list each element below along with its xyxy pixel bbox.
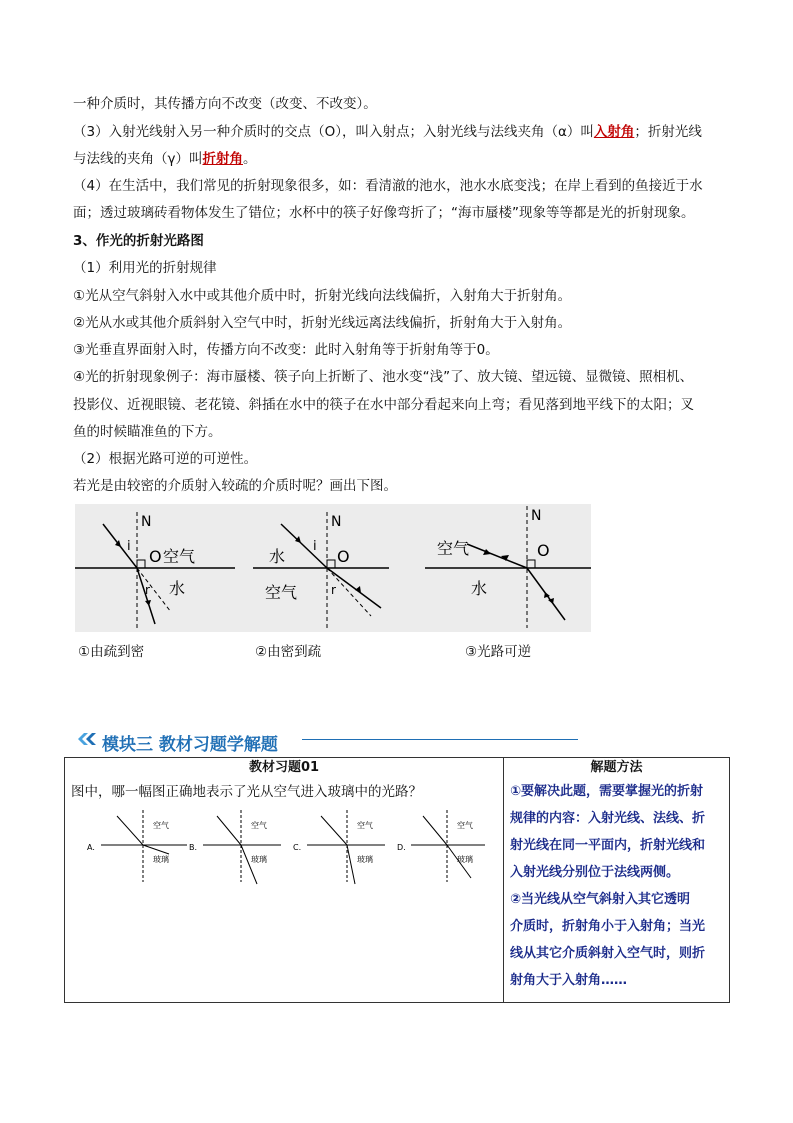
svg-text:D.: D. [397, 843, 406, 852]
text-line: 与法线的夹角（γ）叫折射角。 [73, 151, 257, 167]
option-d [397, 810, 485, 882]
svg-text:空气: 空气 [153, 821, 169, 830]
text-line: （2）根据光路可逆的可逆性。 [73, 451, 258, 467]
text-line: ③光垂直界面射入时，传播方向不改变：此时入射角等于折射角等于0。 [73, 342, 499, 358]
term-incidence-angle: 入射角 [593, 124, 635, 140]
exercise-title: 教材习题01 [248, 760, 320, 775]
text-line: ②光从水或其他介质斜射入空气中时，折射光线远离法线偏折，折射角大于入射角。 [73, 315, 572, 331]
module-header [78, 728, 578, 755]
svg-text:N: N [331, 514, 342, 530]
svg-text:空气: 空气 [357, 821, 373, 830]
exercise-cell [65, 758, 504, 1003]
label-i: i [127, 539, 131, 554]
method-text: ①要解决此题，需要掌握光的折射 规律的内容：入射光线、法线、折 射光线在同一平面内，折射光线和 入射光线分别位于法线两侧。 ②当光线从空气斜射入其它透明 介质时，折射角小于入射角；当光 线从其它介质斜射入空气时，则折 射角大于入射角…… [510, 784, 706, 988]
svg-text:i: i [313, 539, 317, 554]
text-line: ①光从空气斜射入水中或其他介质中时，折射光线向法线偏折，入射角大于折射角。 [73, 288, 572, 304]
module-title: 模块三 教材习题学解题 [102, 735, 278, 755]
svg-text:空气: 空气 [265, 583, 298, 602]
svg-text:N: N [531, 508, 542, 524]
refraction-diagrams [75, 504, 591, 632]
label-air: 空气 [163, 547, 196, 566]
text-line: 面；透过玻璃砖看物体发生了错位；水杯中的筷子好像弯折了；“海市蜃楼”现象等等都是光的折射现象。 [73, 205, 695, 221]
text-line: 一种介质时，其传播方向不改变（改变、不改变）。 [73, 96, 377, 112]
method-cell [504, 758, 730, 1003]
text-line: 若光是由较密的介质射入较疏的介质时呢？画出下图。 [73, 478, 397, 494]
method-title: 解题方法 [590, 760, 643, 775]
svg-text:玻璃: 玻璃 [357, 855, 373, 864]
svg-text:B.: B. [189, 843, 198, 852]
exercise-question: 图中，哪一幅图正确地表示了光从空气进入玻璃中的光路？ [71, 784, 422, 800]
text-line: （4）在生活中，我们常见的折射现象很多，如：看清澈的池水，池水水底变浅；在岸上看到的鱼接近于水 [73, 178, 703, 194]
svg-text:A.: A. [87, 843, 95, 852]
svg-text:水: 水 [471, 579, 488, 598]
option-c [293, 810, 385, 884]
svg-text:C.: C. [293, 843, 302, 852]
svg-text:r: r [331, 583, 336, 597]
svg-text:玻璃: 玻璃 [251, 855, 267, 864]
svg-text:玻璃: 玻璃 [153, 855, 169, 864]
section-heading: 3、作光的折射光路图 [73, 233, 204, 249]
label-water: 水 [169, 579, 186, 598]
diagram-reversible-path [425, 506, 591, 628]
svg-text:空气: 空气 [457, 821, 473, 830]
text-line: ④光的折射现象例子：海市蜃楼、筷子向上折断了、池水变“浅”了、放大镜、望远镜、显微镜、照相机、 [73, 369, 694, 385]
label-n: N [141, 514, 152, 530]
svg-text:空气: 空气 [251, 821, 267, 830]
diagram-dense-to-sparse [253, 512, 389, 628]
svg-text:水: 水 [269, 547, 286, 566]
option-b [189, 810, 281, 884]
text-line: （3）入射光线射入另一种介质时的交点（O），叫入射点；入射光线与法线夹角（α）叫入射角；折射光线 [73, 124, 702, 140]
text-line: （1）利用光的折射规律 [73, 260, 217, 276]
caption-2: ②由密到疏 [255, 644, 322, 660]
module-rule [302, 739, 578, 740]
double-chevron-icon [78, 732, 98, 746]
caption-3: ③光路可逆 [465, 644, 532, 660]
svg-text:O: O [537, 541, 550, 560]
label-r: r [145, 583, 150, 597]
diagram-sparse-to-dense [75, 512, 235, 628]
exercise-table [64, 757, 730, 1003]
caption-1: ①由疏到密 [78, 644, 145, 660]
option-a [87, 810, 187, 882]
options-figure [71, 802, 501, 892]
svg-text:玻璃: 玻璃 [457, 855, 473, 864]
text-line: 鱼的时候瞄准鱼的下方。 [73, 424, 222, 440]
term-refraction-angle: 折射角 [202, 151, 243, 167]
svg-text:空气: 空气 [437, 539, 470, 558]
svg-text:O: O [337, 547, 350, 566]
text-line: 投影仪、近视眼镜、老花镜、斜插在水中的筷子在水中部分看起来向上弯；看见落到地平线下的太阳；叉 [73, 397, 694, 413]
label-o: O [149, 547, 162, 566]
